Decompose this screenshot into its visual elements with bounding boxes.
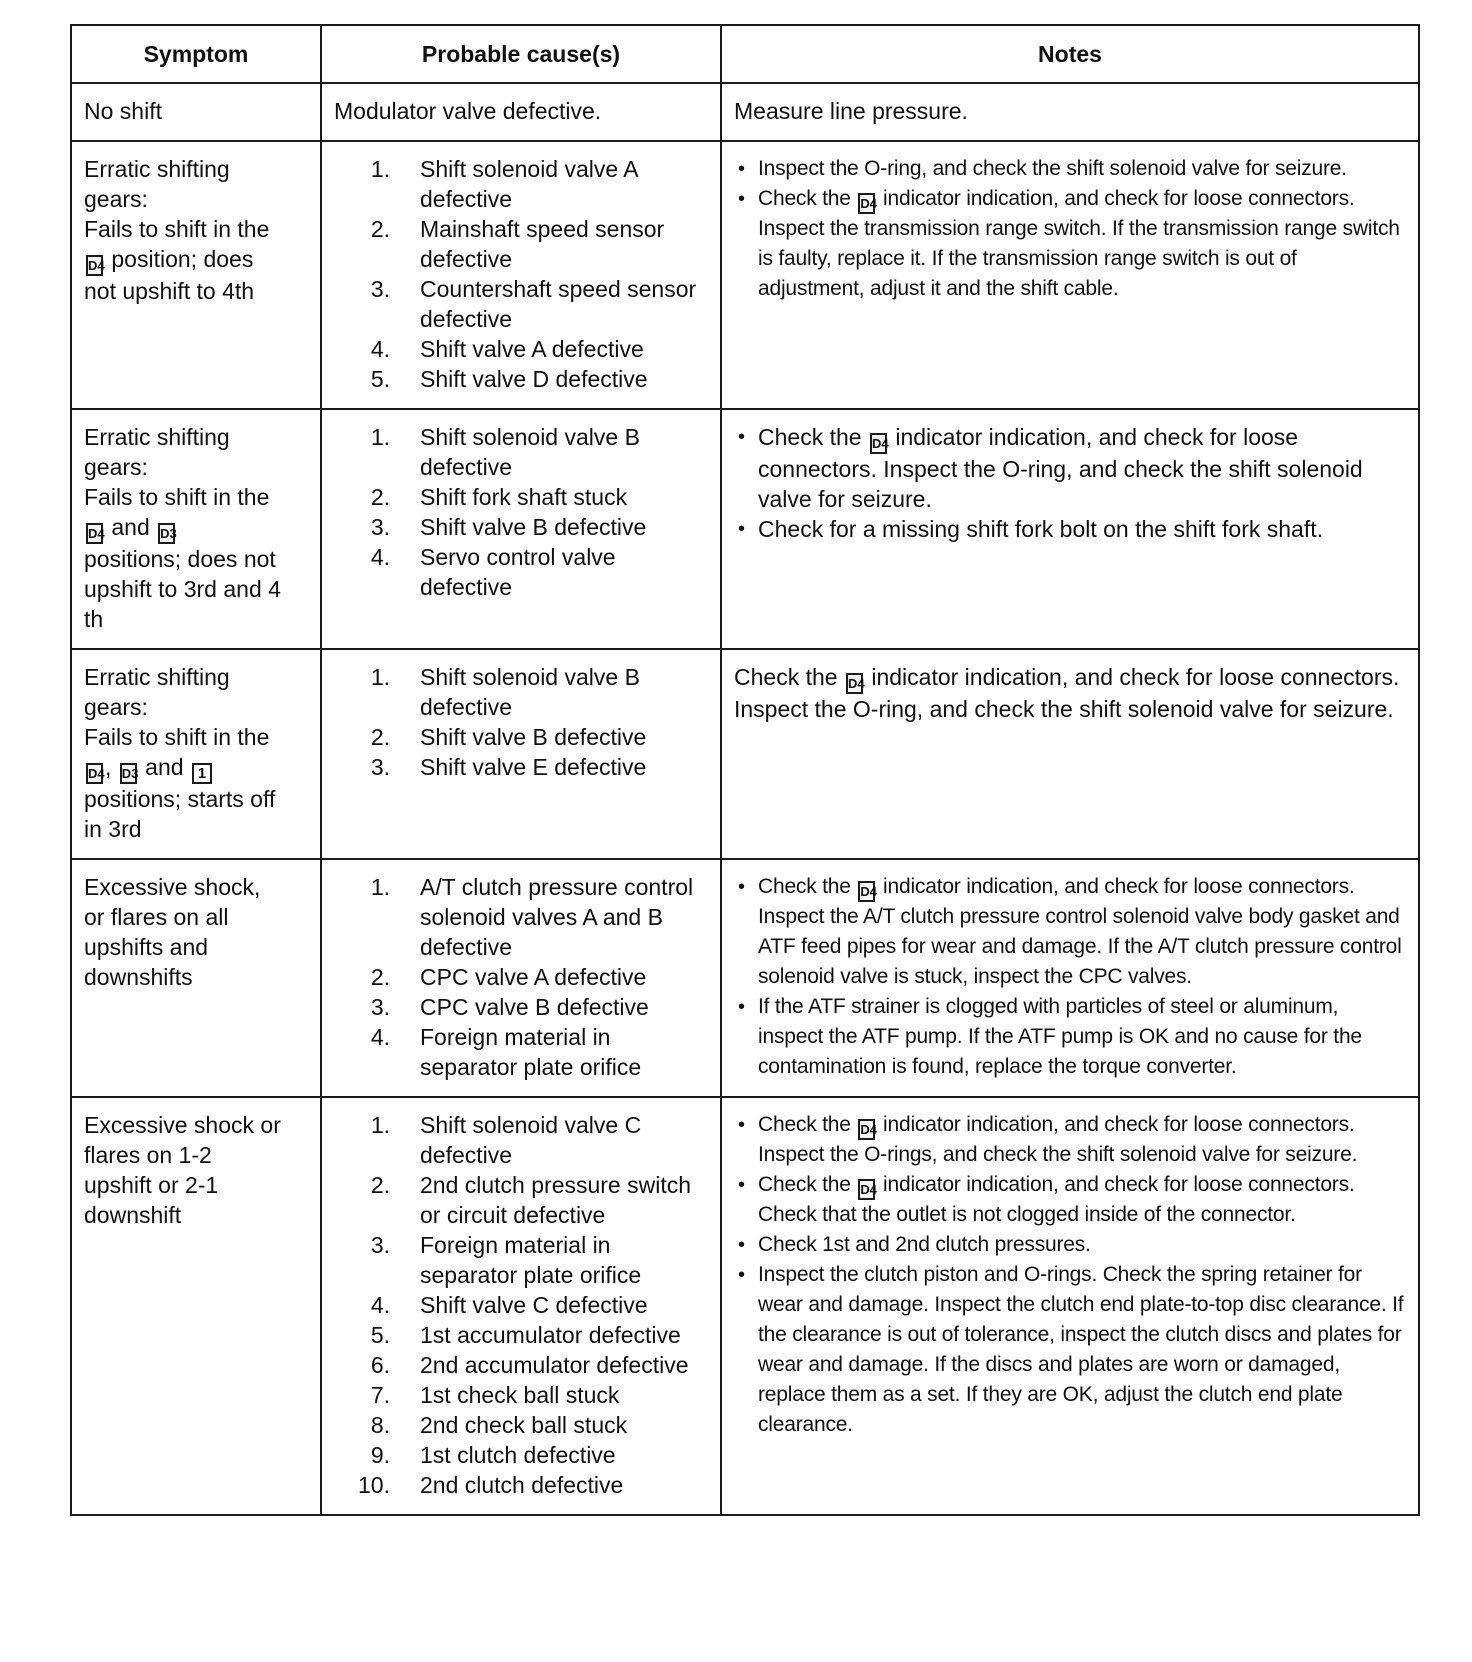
cause-text: Mainshaft speed sensor defective <box>420 216 665 272</box>
symptom-cell <box>71 141 321 409</box>
cause-text: 1st accumulator defective <box>420 1322 681 1348</box>
cause-text: Shift valve C defective <box>420 1292 648 1318</box>
cause-cell <box>321 859 721 1097</box>
cause-item <box>334 962 710 992</box>
cause-number: 4. <box>370 1292 390 1318</box>
table-row <box>71 83 1419 141</box>
bullet-icon: • <box>738 1114 745 1136</box>
cause-text: 2nd accumulator defective <box>420 1352 689 1378</box>
cause-item <box>334 1022 710 1082</box>
cause-item <box>334 1230 710 1290</box>
d4-position-icon: D4 <box>858 1179 875 1200</box>
cause-text: Shift solenoid valve B defective <box>420 664 640 720</box>
note-item <box>734 1170 1408 1230</box>
cause-text: Shift valve B defective <box>420 514 647 540</box>
symptom-line <box>84 752 310 784</box>
d3-position-icon: D3 <box>158 523 175 544</box>
cause-text: A/T clutch pressure control solenoid valves A and B defective <box>420 874 694 960</box>
symptom-line: Erratic shifting <box>84 424 230 450</box>
bullet-icon: • <box>738 518 746 540</box>
cause-text: CPC valve B defective <box>420 994 649 1020</box>
symptom-line: not upshift to 4th <box>84 278 255 304</box>
note-text: Check 1st and 2nd clutch pressures. <box>758 1233 1091 1256</box>
symptom-line-text: position; does <box>105 246 254 272</box>
cause-number: 2. <box>370 216 390 242</box>
symptom-line: or flares on all <box>84 904 229 930</box>
bullet-icon: • <box>738 996 745 1018</box>
symptom-line-text: and <box>105 514 157 540</box>
notes-cell <box>721 83 1419 141</box>
cause-text: Shift valve E defective <box>420 754 647 780</box>
notes-list <box>734 154 1408 304</box>
cause-text: Shift valve B defective <box>420 724 647 750</box>
note-text: indicator indication, and check for loose connectors. Inspect the O-ring, and check the shift solenoid valve for seizure. <box>758 424 1363 512</box>
cause-number: 4. <box>370 1024 390 1050</box>
symptom-line: upshifts and <box>84 934 209 960</box>
symptom-cell <box>71 409 321 649</box>
cause-text: 2nd clutch defective <box>420 1472 624 1498</box>
bullet-icon: • <box>738 158 745 180</box>
bullet-icon: • <box>738 426 746 448</box>
cause-cell <box>321 649 721 859</box>
cause-text: Servo control valve defective <box>420 544 616 600</box>
note-text: Check the <box>734 664 844 690</box>
d4-position-icon: D4 <box>846 673 863 694</box>
cause-cell <box>321 409 721 649</box>
header-symptom: Symptom <box>71 25 321 83</box>
cause-list <box>334 1110 710 1500</box>
notes-cell <box>721 859 1419 1097</box>
cause-item <box>334 872 710 962</box>
note-text: Check the <box>758 875 857 898</box>
bullet-icon: • <box>738 1264 745 1286</box>
cause-number: 6. <box>370 1352 390 1378</box>
symptom-line: Erratic shifting <box>84 664 230 690</box>
symptom-line: downshifts <box>84 964 193 990</box>
cause-list <box>334 662 710 782</box>
cause-number: 4. <box>370 544 390 570</box>
cause-number: 1. <box>370 664 390 690</box>
note-text: indicator indication, and check for loose connectors. Inspect the O-rings, and check the shift solenoid valve for seizure. <box>758 1113 1358 1166</box>
cause-text: 1st check ball stuck <box>420 1382 620 1408</box>
symptom-line: positions; does not <box>84 546 276 572</box>
cause-item <box>334 992 710 1022</box>
note-text: Inspect the clutch piston and O-rings. Check the spring retainer for wear and damage. Inspect the clutch end plate-to-top disc clearance. If the clearance is out of tolerance, inspect the clutch discs and plates for wear and damage. If the discs and plates are worn or damaged, replace them as a set. If they are OK, adjust the clutch end plate clearance. <box>758 1263 1404 1436</box>
cause-text: Modulator valve defective. <box>334 98 602 124</box>
note-item <box>734 1110 1408 1170</box>
symptom-line: th <box>84 606 104 632</box>
cause-item <box>334 1440 710 1470</box>
cause-item <box>334 722 710 752</box>
cause-item <box>334 662 710 722</box>
notes-list <box>734 422 1408 544</box>
symptom-text: No shift <box>84 98 162 124</box>
d4-position-icon: D4 <box>86 523 103 544</box>
cause-text: Shift valve D defective <box>420 366 648 392</box>
table-row <box>71 649 1419 859</box>
note-text: indicator indication, and check for loose connectors. Inspect the A/T clutch pressure control solenoid valve body gasket and ATF feed pipes for wear and damage. If the A/T clutch pressure control solenoid valve is stuck, inspect the CPC valves. <box>758 875 1402 988</box>
symptom-line: positions; starts off <box>84 786 276 812</box>
note-item <box>734 422 1408 514</box>
cause-number: 1. <box>370 156 390 182</box>
cause-item <box>334 1470 710 1500</box>
cause-item <box>334 364 710 394</box>
troubleshooting-table <box>70 24 1420 1516</box>
notes-cell <box>721 649 1419 859</box>
symptom-cell <box>71 1097 321 1515</box>
notes-cell <box>721 1097 1419 1515</box>
cause-text: Shift solenoid valve B defective <box>420 424 640 480</box>
symptom-line <box>84 244 310 276</box>
symptom-cell <box>71 83 321 141</box>
note-text: indicator indication, and check for loose connectors. Check that the outlet is not clogged inside of the connector. <box>758 1173 1355 1226</box>
cause-list <box>334 422 710 602</box>
cause-number: 2. <box>370 484 390 510</box>
note-item <box>734 184 1408 304</box>
cause-number: 10. <box>358 1472 390 1498</box>
cause-item <box>334 334 710 364</box>
cause-item <box>334 1290 710 1320</box>
d4-position-icon: D4 <box>858 1119 875 1140</box>
note-text: If the ATF strainer is clogged with particles of steel or aluminum, inspect the ATF pump. If the ATF pump is OK and no cause for the contamination is found, replace the torque converter. <box>758 995 1362 1078</box>
cause-item <box>334 274 710 334</box>
symptom-line: upshift to 3rd and 4 <box>84 576 281 602</box>
note-item <box>734 1260 1408 1440</box>
cause-text: 2nd clutch pressure switch or circuit defective <box>420 1172 692 1228</box>
note-text: Check the <box>758 1173 857 1196</box>
cause-item <box>334 752 710 782</box>
d4-position-icon: D4 <box>858 881 875 902</box>
symptom-line-text: and <box>138 754 190 780</box>
note-item <box>734 992 1408 1082</box>
cause-item <box>334 1380 710 1410</box>
header-notes: Notes <box>721 25 1419 83</box>
cause-number: 3. <box>370 1232 390 1258</box>
cause-number: 5. <box>370 366 390 392</box>
cause-number: 3. <box>370 994 390 1020</box>
symptom-line-text: , <box>105 754 118 780</box>
cause-cell <box>321 141 721 409</box>
cause-list <box>334 154 710 394</box>
symptom-line: flares on 1-2 <box>84 1142 212 1168</box>
cause-text: Foreign material in separator plate orifice <box>420 1232 642 1288</box>
note-text: indicator indication, and check for loose connectors. Inspect the transmission range switch. If the transmission range switch is faulty, replace it. If the transmission range switch is out of adjustment, adjust it and the shift cable. <box>758 187 1400 300</box>
first-gear-position-icon: 1 <box>192 763 212 784</box>
cause-item <box>334 542 710 602</box>
symptom-cell <box>71 649 321 859</box>
cause-number: 3. <box>370 514 390 540</box>
cause-item <box>334 1410 710 1440</box>
cause-item <box>334 512 710 542</box>
symptom-line: Excessive shock, <box>84 874 261 900</box>
d4-position-icon: D4 <box>870 433 887 454</box>
cause-number: 4. <box>370 336 390 362</box>
cause-item <box>334 154 710 214</box>
cause-number: 5. <box>370 1322 390 1348</box>
symptom-cell <box>71 859 321 1097</box>
cause-item <box>334 1170 710 1230</box>
symptom-line: upshift or 2-1 <box>84 1172 219 1198</box>
notes-cell <box>721 141 1419 409</box>
cause-text: Foreign material in separator plate orifice <box>420 1024 642 1080</box>
table-row <box>71 141 1419 409</box>
symptom-line: downshift <box>84 1202 182 1228</box>
symptom-line: Fails to shift in the <box>84 724 270 750</box>
d3-position-icon: D3 <box>120 763 137 784</box>
cause-text: 1st clutch defective <box>420 1442 616 1468</box>
cause-cell <box>321 83 721 141</box>
symptom-line: Excessive shock or <box>84 1112 281 1138</box>
header-row <box>71 25 1419 83</box>
bullet-icon: • <box>738 188 745 210</box>
cause-item <box>334 214 710 274</box>
troubleshooting-page <box>70 24 1418 1516</box>
symptom-line: Erratic shifting <box>84 156 230 182</box>
note-item <box>734 154 1408 184</box>
cause-number: 1. <box>370 874 390 900</box>
cause-text: Shift solenoid valve C defective <box>420 1112 642 1168</box>
cause-number: 3. <box>370 276 390 302</box>
note-text: Check the <box>758 1113 857 1136</box>
cause-item <box>334 1320 710 1350</box>
cause-list <box>334 872 710 1082</box>
note-text: Check for a missing shift fork bolt on the shift fork shaft. <box>758 516 1324 542</box>
bullet-icon: • <box>738 1234 745 1256</box>
cause-text: CPC valve A defective <box>420 964 647 990</box>
cause-item <box>334 482 710 512</box>
bullet-icon: • <box>738 1174 745 1196</box>
cause-item <box>334 1110 710 1170</box>
cause-number: 7. <box>370 1382 390 1408</box>
bullet-icon: • <box>738 876 745 898</box>
table-row <box>71 859 1419 1097</box>
cause-cell <box>321 1097 721 1515</box>
cause-number: 8. <box>370 1412 390 1438</box>
notes-text: Measure line pressure. <box>734 98 968 124</box>
cause-text: Shift solenoid valve A defective <box>420 156 638 212</box>
cause-number: 9. <box>370 1442 390 1468</box>
cause-item <box>334 422 710 482</box>
note-text: Inspect the O-ring, and check the shift solenoid valve for seizure. <box>758 157 1347 180</box>
d4-position-icon: D4 <box>858 193 875 214</box>
note-text: indicator indication, and check for loose connectors. Inspect the O-ring, and check the shift solenoid valve for seizure. <box>734 664 1400 722</box>
cause-number: 1. <box>370 1112 390 1138</box>
cause-text: Shift valve A defective <box>420 336 644 362</box>
cause-text: Countershaft speed sensor defective <box>420 276 697 332</box>
cause-number: 2. <box>370 1172 390 1198</box>
note-item <box>734 514 1408 544</box>
symptom-line: Fails to shift in the <box>84 216 270 242</box>
notes-list <box>734 872 1408 1082</box>
symptom-line: gears: <box>84 694 148 720</box>
symptom-line: gears: <box>84 186 148 212</box>
notes-text <box>734 662 1408 724</box>
symptom-line: in 3rd <box>84 816 142 842</box>
note-text: Check the <box>758 424 868 450</box>
notes-cell <box>721 409 1419 649</box>
table-row <box>71 409 1419 649</box>
d4-position-icon: D4 <box>86 763 103 784</box>
symptom-line: Fails to shift in the <box>84 484 270 510</box>
d4-position-icon: D4 <box>86 255 103 276</box>
note-item <box>734 872 1408 992</box>
header-probable-causes: Probable cause(s) <box>321 25 721 83</box>
symptom-line <box>84 512 310 544</box>
note-text: Check the <box>758 187 857 210</box>
cause-number: 2. <box>370 964 390 990</box>
cause-text: 2nd check ball stuck <box>420 1412 628 1438</box>
symptom-line: gears: <box>84 454 148 480</box>
cause-number: 3. <box>370 754 390 780</box>
note-item <box>734 1230 1408 1260</box>
cause-number: 2. <box>370 724 390 750</box>
table-row <box>71 1097 1419 1515</box>
cause-number: 1. <box>370 424 390 450</box>
cause-item <box>334 1350 710 1380</box>
cause-text: Shift fork shaft stuck <box>420 484 628 510</box>
notes-list <box>734 1110 1408 1440</box>
